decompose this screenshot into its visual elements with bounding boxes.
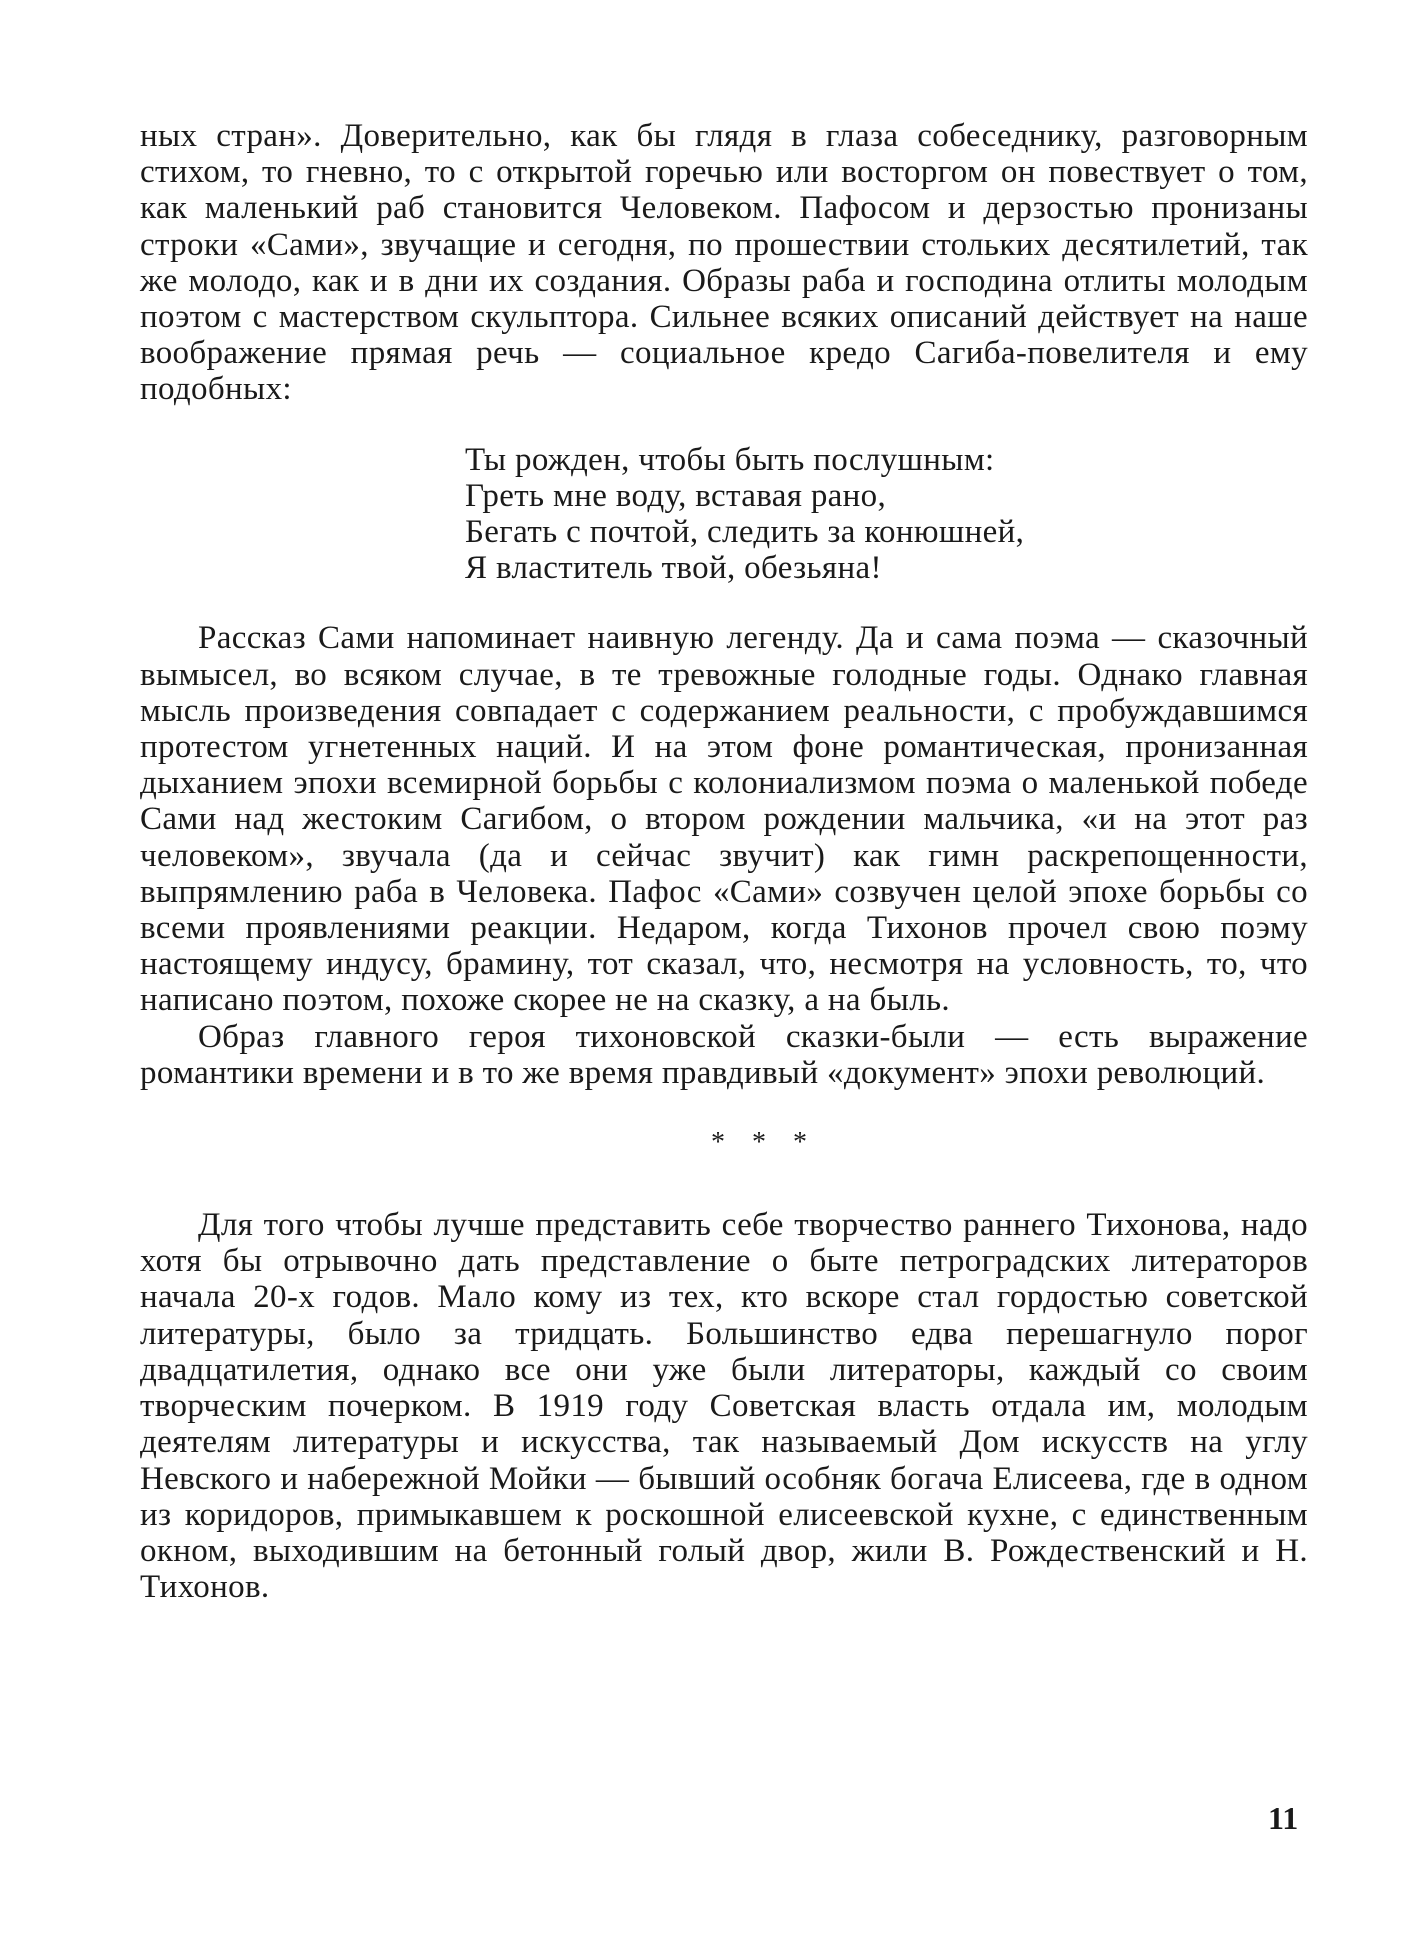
section-separator: * * * [711,1127,817,1159]
paragraph-continuation: ных стран». Доверительно, как бы глядя в глаза собеседнику, разговорным стихом, то гневно, то с открытой горечью или восторгом он повествует о том, как маленький раб становится Человеком. Пафосом и дерзостью пронизаны строки «Сами», звучащие и сегодня, по прошествии стольких десятилетий, так же молодо, как и в дни их создания. Образы раба и господина отлиты молодым поэтом с мастерством скульптора. Сильнее всяких описаний действует на наше воображение прямая речь — социальное кредо Сагиба-повелителя и ему подобных: [140,118,1308,408]
paragraph: Для того чтобы лучше представить себе творчество раннего Тихонова, надо хотя бы отрывочно дать представление о быте петроградских литераторов начала 20-х годов. Мало кому из тех, кто вскоре стал гордостью советской литературы, было за тридцать. Большинство едва перешагнуло порог двадцатилетия, однако все они уже были литераторы, каждый со своим творческим почерком. В 1919 году Советская власть отдала им, молодым деятелям литературы и искусства, так называемый Дом искусств на углу Невского и набережной Мойки — бывший особняк богача Елисеева, где в одном из коридоров, примыкавшем к роскошной елисеевской кухне, с единственным окном, выходившим на бетонный голый двор, жили В. Рождественский и Н. Тихонов. [140,1207,1308,1606]
poem-line: Бегать с почтой, следить за конюшней, [465,514,1025,551]
poem-line: Я властитель твой, обезьяна! [465,550,882,587]
paragraph: Образ главного героя тихоновской сказки-были — есть выражение романтики времени и в то же время правдивый «документ» эпохи революций. [140,1018,1308,1091]
poem-quote [465,442,1308,587]
paragraph: Рассказ Сами напоминает наивную легенду. Да и сама поэма — сказочный вымысел, во всяком случае, в те тревожные голодные годы. Однако главная мысль произведения совпадает с содержанием реальности, с пробуждавшимся протестом угнетенных наций. И на этом фоне романтическая, пронизанная дыханием эпохи всемирной борьбы с колониализмом поэма о маленькой победе Сами над жестоким Сагибом, о втором рождении мальчика, «и на этот раз человеком», звучала (да и сейчас звучит) как гимн раскрепощенности, выпрямлению раба в Человека. Пафос «Сами» созвучен целой эпохе борьбы со всеми проявлениями реакции. Недаром, когда Тихонов прочел свою поэму настоящему индусу, брамину, тот сказал, что, несмотря на условность, то, что написано поэтом, похоже скорее не на сказку, а на быль. [140,620,1308,1019]
poem-line: Греть мне воду, вставая рано, [465,477,887,514]
page-number: 11 [1268,1800,1299,1836]
document-page [140,118,1308,1605]
poem-line: Ты рожден, чтобы быть послушным: [465,441,995,478]
